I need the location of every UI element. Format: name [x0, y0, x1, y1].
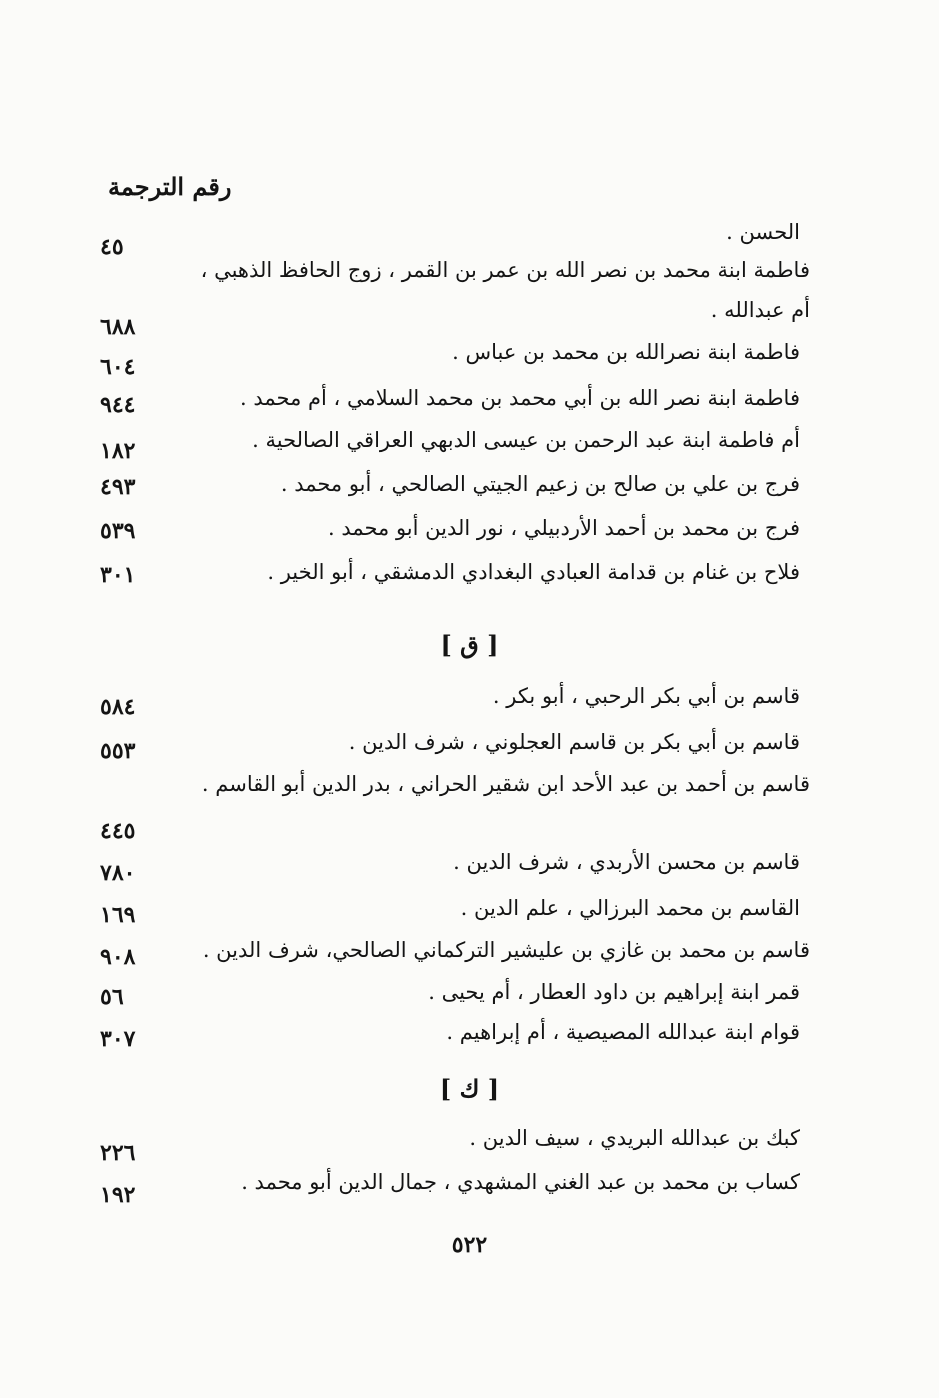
entry-number: ٧٨٠ — [100, 860, 136, 886]
entry-number: ٦٠٤ — [100, 354, 136, 380]
entry-name: كساب بن محمد بن عبد الغني المشهدي ، جمال الدين أبو محمد . — [241, 1170, 800, 1194]
entry-number: ١٨٢ — [100, 438, 136, 464]
entry-name: فرج بن محمد بن أحمد الأردبيلي ، نور الدين أبو محمد . — [327, 516, 800, 540]
entry-name: قاسم بن محمد بن غازي بن عليشير التركماني الصالحي، شرف الدين . — [202, 938, 810, 962]
entry-number: ٤٥ — [100, 234, 124, 260]
entry-name: فلاح بن غنام بن قدامة العبادي البغدادي الدمشقي ، أبو الخير . — [267, 560, 800, 584]
entry-number: ١٩٢ — [100, 1182, 136, 1208]
entry-name: قاسم بن أبي بكر بن قاسم العجلوني ، شرف الدين . — [348, 730, 800, 754]
entry-number: ٩٠٨ — [100, 944, 136, 970]
entry-name: قاسم بن محسن الأربدي ، شرف الدين . — [453, 850, 800, 874]
entry-name: أم فاطمة ابنة عبد الرحمن بن عيسى الدبهي العراقي الصالحية . — [252, 428, 800, 452]
entry-name: القاسم بن محمد البرزالي ، علم الدين . — [460, 896, 800, 920]
entry-number: ٢٢٦ — [100, 1140, 136, 1166]
entry-number: ٣٠٧ — [100, 1026, 136, 1052]
section-heading-qaf: [ ق ] — [440, 630, 499, 659]
entry-number: ٥٣٩ — [100, 518, 136, 544]
entry-number: ٣٠١ — [100, 562, 136, 588]
entry-number: ٤٩٣ — [100, 474, 136, 500]
entry-name: قاسم بن أحمد بن عبد الأحد ابن شقير الحراني ، بدر الدين أبو القاسم . — [201, 772, 810, 796]
entry-name: كبك بن عبدالله البريدي ، سيف الدين . — [469, 1126, 800, 1150]
entry-number: ٥٨٤ — [100, 694, 136, 720]
entry-number: ٩٤٤ — [100, 392, 136, 418]
column-header-translation-number: رقم الترجمة — [108, 172, 232, 201]
entry-name: قمر ابنة إبراهيم بن داود العطار ، أم يحيى . — [428, 980, 800, 1004]
entry-name: قاسم بن أبي بكر الرحبي ، أبو بكر . — [492, 684, 800, 708]
entry-name: فاطمة ابنة محمد بن نصر الله بن عمر بن القمر ، زوج الحافظ الذهبي ، أم عبدالله . — [200, 258, 810, 322]
entry-name: فاطمة ابنة نصرالله بن محمد بن عباس . — [452, 340, 800, 364]
entry-number: ٤٤٥ — [100, 818, 136, 844]
entry-number: ١٦٩ — [100, 902, 136, 928]
entry-number: ٦٨٨ — [100, 314, 136, 340]
entry-number: ٥٥٣ — [100, 738, 136, 764]
entry-name: فاطمة ابنة نصر الله بن أبي محمد بن محمد السلامي ، أم محمد . — [240, 386, 800, 410]
entry-name: فرج بن علي بن صالح بن زعيم الجيتي الصالحي ، أبو محمد . — [280, 472, 800, 496]
page-number: ٥٢٢ — [451, 1232, 488, 1258]
entry-number: ٥٦ — [100, 984, 124, 1010]
entry-name: الحسن . — [726, 220, 800, 244]
entry-name: قوام ابنة عبدالله المصيصية ، أم إبراهيم . — [446, 1020, 800, 1044]
section-heading-kaf: [ ك ] — [439, 1074, 500, 1103]
